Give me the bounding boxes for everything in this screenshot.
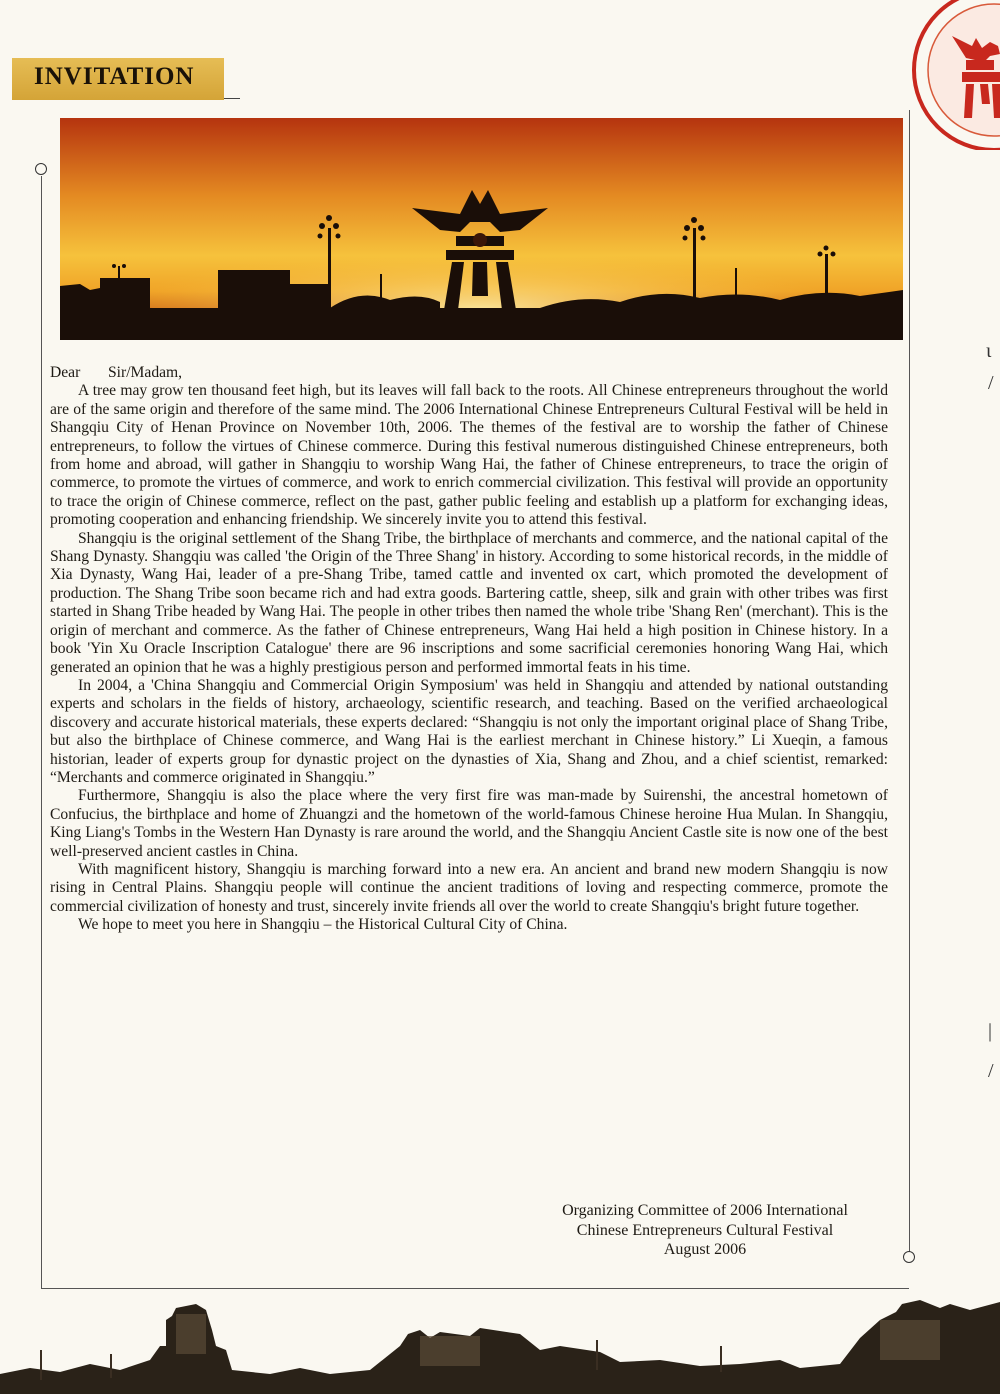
signature-line: Chinese Entrepreneurs Cultural Festival (576, 1221, 834, 1239)
city-skyline-silhouette (0, 1290, 1000, 1394)
page-title: INVITATION (34, 63, 195, 90)
salutation (50, 364, 888, 382)
sunset-monument-photo (60, 118, 903, 340)
letter-paragraph: Furthermore, Shangqiu is also the place where the very first fire was man-made by Suirenshi, the ancestral hometown of Confucius, the birthplace and home of Zhuangzi and the hometown of the world-famous Chinese heroine Hua Mulan. In Shangqiu, King Liang's Tombs in the Western Han Dynasty is rare around the world, and the Shangqiu Ancient Castle site is now one of the best well-preserved ancient castles in China. (50, 787, 888, 860)
circle-marker-icon (35, 163, 47, 175)
invitation-letter (50, 364, 888, 935)
edge-mark: / (988, 1060, 994, 1082)
letter-paragraph: A tree may grow ten thousand feet high, but its leaves will fall back to the roots. All Chinese entrepreneurs throughout the world are of the same origin and therefore of the same mind. The 2006 International Chinese Entrepreneurs Cultural Festival will be held in Shangqiu City of Henan Province on November 10th, 2006. The themes of the festival are to worship the father of Chinese entrepreneurs, to follow the virtues of Chinese commerce. During this festival numerous distinguished Chinese entrepreneurs, both from home and abroad, will gather in Shangqiu to worship Wang Hai, the father of Chinese entrepreneurs, to trace the origin of commerce, to promote the virtues of commerce, and work to enrich commercial civilization. This festival will provide an opportunity to trace the origin of Chinese commerce, reflect on the past, gather public feeling and establish up a platform for exchanging ideas, promoting cooperation and enhancing friendship. We sincerely invite you to attend this festival. (50, 382, 888, 529)
monument-emblem-icon (906, 0, 1000, 150)
salutation-name: Sir/Madam, (108, 364, 183, 381)
letter-paragraph: Shangqiu is the original settlement of the Shang Tribe, the birthplace of merchants and commerce, and the national capital of the Shang Dynasty. Shangqiu was called 'the Origin of the Three Shang' in history. According to some historical records, in the middle of Xia Dynasty, Wang Hai, leader of a pre-Shang Tribe, tamed cattle and invented ox cart, which promoted the development of production. The Shang Tribe soon became rich and had extra goods. Bartering cattle, sheep, silk and grain with other tribes was first started in Shang Tribe headed by Wang Hai. The people in other tribes then named the whole tribe 'Shang Ren' (merchant). This is the origin of merchant and commerce. As the father of Chinese entrepreneurs, Wang Hai held a high position in Chinese history. In a book 'Yin Xu Oracle Inscription Catalogue' there are 96 inscriptions and some sacrificial ceremonies honoring Wang Hai, which generated an opinion that he was a highly prestigious person and performed immortal feats in his time. (50, 529, 888, 676)
edge-mark: | (988, 1020, 993, 1042)
letter-paragraph: We hope to meet you here in Shangqiu – the Historical Cultural City of China. (78, 916, 568, 934)
frame-right-line (909, 110, 910, 1257)
header-tab (12, 58, 224, 100)
salutation-dear: Dear (50, 364, 81, 381)
header-underline (224, 98, 240, 99)
signature-line: Organizing Committee of 2006 International (562, 1202, 848, 1219)
signature-block (500, 1201, 910, 1260)
letter-paragraph: With magnificent history, Shangqiu is marching forward into a new era. An ancient and brand new modern Shangqiu is now rising in Central Plains. Shangqiu people will continue the ancient traditions of loving and respecting commerce, promote the commercial civilization of honesty and trust, sincerely invite friends all over the world to create Shangqiu's bright future together. (50, 860, 888, 915)
edge-mark: ι (986, 340, 992, 362)
frame-left-line (41, 176, 42, 1288)
signature-date: August 2006 (663, 1241, 747, 1258)
letter-paragraph: In 2004, a 'China Shangqiu and Commercial Origin Symposium' was held in Shangqiu and attended by national outstanding experts and scholars in the fields of history, archaeology, scientific research, and teaching. Based on the verified archaeological discovery and accurate historical materials, these experts declared: “Shangqiu is not only the important original place of Shang Tribe, but also the birthplace of Chinese commerce, and Wang Hai is the earliest merchant in Chinese history.” Li Xueqin, a famous historian, leader of experts group for dynastic project on the dynasties of Xia, Shang and Zhou, and a chief scientist, remarked: “Merchants and commerce originated in Shangqiu.” (50, 676, 888, 786)
frame-bottom-line (41, 1288, 909, 1289)
edge-mark: / (988, 372, 994, 394)
